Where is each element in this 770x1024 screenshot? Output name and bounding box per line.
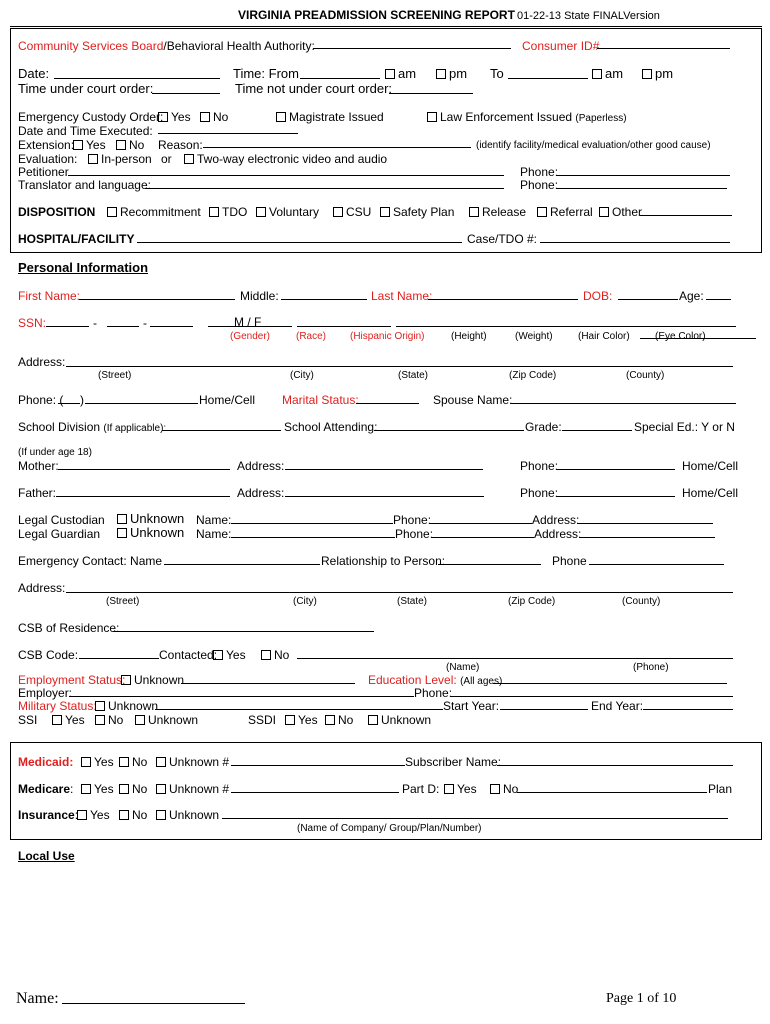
emergency-phone-label: Phone <box>552 554 587 568</box>
employer-field[interactable] <box>69 696 414 697</box>
hospital-field[interactable] <box>137 242 462 243</box>
disposition-csu[interactable]: CSU <box>333 205 371 219</box>
subscriber-name-label: Subscriber Name: <box>405 755 502 769</box>
custodian-name-field[interactable] <box>231 523 393 524</box>
extension-label: Extension: <box>18 138 75 152</box>
military-status-field[interactable] <box>155 709 443 710</box>
part-d-plan-field[interactable] <box>517 792 707 793</box>
checkbox-icon <box>52 715 62 725</box>
ssn-dash-2: - <box>143 316 147 330</box>
ssdi-no[interactable]: No <box>325 713 353 727</box>
time-not-under-court-label: Time not under court order: <box>235 81 393 96</box>
medicare-no[interactable]: No <box>119 782 147 796</box>
race-hispanic-field[interactable] <box>297 326 391 327</box>
checkbox-icon <box>156 810 166 820</box>
guardian-name-label: Name: <box>196 527 232 541</box>
guardian-address-label: Address: <box>534 527 582 541</box>
insurance-company-field[interactable] <box>222 818 728 819</box>
if-under-18-note: (If under age 18) <box>18 447 92 458</box>
guardian-address-field[interactable] <box>579 537 715 538</box>
first-name-field[interactable] <box>79 299 235 300</box>
father-home-cell: Home/Cell <box>682 486 739 500</box>
military-unknown[interactable]: Unknown <box>95 699 158 713</box>
part-d-label: Part D: <box>402 782 440 796</box>
legal-guardian-label: Legal Guardian <box>18 527 101 541</box>
guardian-name-field[interactable] <box>231 537 395 538</box>
checkbox-icon <box>256 207 266 217</box>
disposition-release[interactable]: Release <box>469 205 526 219</box>
reason-label: Reason: <box>158 138 203 152</box>
ssdi-yes[interactable]: Yes <box>285 713 318 727</box>
medicaid-number-field[interactable] <box>231 765 405 766</box>
father-field[interactable] <box>56 496 230 497</box>
grade-field[interactable] <box>562 430 632 431</box>
emergency-street-caption: (Street) <box>106 596 140 607</box>
phone-close-paren: ) <box>80 393 84 407</box>
medicaid-unknown[interactable]: Unknown # <box>156 755 229 769</box>
medicaid-no[interactable]: No <box>119 755 147 769</box>
last-name-label: Last Name: <box>371 289 433 303</box>
ssi-yes[interactable]: Yes <box>52 713 85 727</box>
checkbox-icon <box>88 154 98 164</box>
checkbox-icon <box>117 514 127 524</box>
guardian-phone-label: Phone: <box>395 527 434 541</box>
header-divider <box>10 26 762 27</box>
contacted-yes[interactable]: Yes <box>213 648 246 662</box>
insurance-yes[interactable]: Yes <box>77 808 110 822</box>
relationship-field[interactable] <box>438 564 541 565</box>
disposition-voluntary[interactable]: Voluntary <box>256 205 319 219</box>
weight-caption: (Weight) <box>515 331 553 342</box>
mother-label: Mother: <box>18 459 59 473</box>
guardian-phone-field[interactable] <box>432 537 534 538</box>
part-d-yes[interactable]: Yes <box>444 782 477 796</box>
disposition-other-field[interactable] <box>640 215 732 216</box>
street-caption: (Street) <box>98 370 132 381</box>
magistrate-issued[interactable]: Magistrate Issued <box>276 110 384 124</box>
father-phone-field[interactable] <box>557 496 675 497</box>
checkbox-icon <box>213 650 223 660</box>
checkbox-icon <box>333 207 343 217</box>
state-caption: (State) <box>398 370 429 381</box>
middle-name-field[interactable] <box>281 299 367 300</box>
checkbox-icon <box>285 715 295 725</box>
ssi-label: SSI <box>18 713 38 727</box>
county-caption: (County) <box>626 370 665 381</box>
disposition-referral[interactable]: Referral <box>537 205 593 219</box>
contacted-name-phone-field[interactable] <box>297 658 733 659</box>
dob-label: DOB: <box>583 289 613 303</box>
phone-home-cell: Home/Cell <box>199 393 256 407</box>
middle-name-label: Middle: <box>240 289 279 303</box>
medicaid-label: Medicaid: <box>18 755 74 769</box>
checkbox-icon <box>117 528 127 538</box>
ssi-unknown[interactable]: Unknown <box>135 713 198 727</box>
disposition-tdo[interactable]: TDO <box>209 205 247 219</box>
end-year-field[interactable] <box>643 709 733 710</box>
checkbox-icon <box>73 140 83 150</box>
local-use-heading: Local Use <box>18 849 75 863</box>
father-address-label: Address: <box>237 486 285 500</box>
petitioner-label: Petitioner <box>18 165 69 179</box>
checkbox-icon <box>469 207 479 217</box>
from-am[interactable]: am <box>385 67 416 81</box>
mother-address-field[interactable] <box>285 469 483 470</box>
csb-residence-field[interactable] <box>113 631 374 632</box>
checkbox-icon <box>537 207 547 217</box>
hispanic-caption: (Hispanic Origin) <box>350 331 425 342</box>
checkbox-icon <box>436 69 446 79</box>
checkbox-icon <box>490 784 500 794</box>
disposition-label: DISPOSITION <box>18 205 96 219</box>
translator-field[interactable] <box>145 188 504 189</box>
checkbox-icon <box>95 715 105 725</box>
contacted-name-caption: (Name) <box>446 662 480 673</box>
employer-phone-field[interactable] <box>451 696 733 697</box>
eco-yes[interactable]: Yes <box>158 110 191 124</box>
hair-caption: (Hair Color) <box>578 331 630 342</box>
time-under-court-label: Time under court order: <box>18 81 154 96</box>
employment-unknown[interactable]: Unknown <box>121 673 184 687</box>
medicare-unknown[interactable]: Unknown # <box>156 782 229 796</box>
age-field[interactable] <box>706 299 731 300</box>
spouse-name-field[interactable] <box>511 403 736 404</box>
evaluation-in-person[interactable]: In-person <box>88 152 152 166</box>
zip-caption: (Zip Code) <box>509 370 557 381</box>
school-division-label: School Division (If applicable): <box>18 420 167 434</box>
ssdi-unknown[interactable]: Unknown <box>368 713 431 727</box>
footer-name-field[interactable] <box>62 1003 245 1004</box>
checkbox-icon <box>119 757 129 767</box>
evaluation-label: Evaluation: <box>18 152 78 166</box>
father-phone-label: Phone: <box>520 486 559 500</box>
petitioner-phone-field[interactable] <box>557 175 730 176</box>
translator-phone-field[interactable] <box>557 188 727 189</box>
school-division-field[interactable] <box>162 430 281 431</box>
military-status-label: Military Status: <box>18 699 97 713</box>
custodian-phone-label: Phone: <box>393 513 432 527</box>
translator-phone-label: Phone: <box>520 178 559 192</box>
checkbox-icon <box>81 757 91 767</box>
custodian-unknown[interactable]: Unknown <box>117 512 184 526</box>
marital-status-field[interactable] <box>356 403 419 404</box>
checkbox-icon <box>642 69 652 79</box>
relationship-label: Relationship to Person: <box>321 554 446 568</box>
csb-authority-field[interactable] <box>313 48 511 49</box>
time-to-field[interactable] <box>508 78 588 79</box>
checkbox-icon <box>156 757 166 767</box>
race-caption: (Race) <box>296 331 327 342</box>
part-d-no[interactable]: No <box>490 782 518 796</box>
checkbox-icon <box>427 112 437 122</box>
to-pm[interactable]: pm <box>642 67 673 81</box>
mother-field[interactable] <box>58 469 230 470</box>
checkbox-icon <box>325 715 335 725</box>
phone-label: Phone: ( <box>18 393 64 407</box>
petitioner-field[interactable] <box>68 175 504 176</box>
gender-mf: M / F <box>234 315 262 329</box>
date-executed-label: Date and Time Executed: <box>18 124 153 138</box>
custodian-address-label: Address: <box>532 513 580 527</box>
time-from-label: Time: From <box>233 66 299 81</box>
eye-caption: (Eye Color) <box>655 331 706 342</box>
school-attending-label: School Attending: <box>284 420 378 434</box>
spouse-name-label: Spouse Name: <box>433 393 513 407</box>
checkbox-icon <box>385 69 395 79</box>
school-attending-field[interactable] <box>374 430 524 431</box>
version-label: 01-22-13 State FINALVersion <box>517 10 660 22</box>
ssn-dash-1: - <box>93 316 97 330</box>
age-label: Age: <box>679 289 704 303</box>
reason-field[interactable] <box>203 147 471 148</box>
ssn-part2[interactable] <box>107 326 139 327</box>
contacted-label: Contacted: <box>159 648 218 662</box>
start-year-field[interactable] <box>500 709 588 710</box>
checkbox-icon <box>368 715 378 725</box>
eco-no[interactable]: No <box>200 110 228 124</box>
checkbox-icon <box>200 112 210 122</box>
custodian-name-label: Name: <box>196 513 232 527</box>
law-enforcement-issued[interactable]: Law Enforcement Issued (Paperless) <box>427 110 627 126</box>
ssn-part1[interactable] <box>46 326 89 327</box>
contacted-phone-caption: (Phone) <box>633 662 669 673</box>
case-tdo-label: Case/TDO #: <box>467 232 538 246</box>
checkbox-icon <box>81 784 91 794</box>
checkbox-icon <box>592 69 602 79</box>
date-field[interactable] <box>54 78 220 79</box>
start-year-label: Start Year: <box>443 699 500 713</box>
custodian-address-field[interactable] <box>577 523 713 524</box>
eco-label: Emergency Custody Order: <box>18 110 164 124</box>
emergency-name-field[interactable] <box>164 564 320 565</box>
custodian-phone-field[interactable] <box>430 523 532 524</box>
date-label: Date: <box>18 66 50 81</box>
to-label: To <box>490 66 504 81</box>
medicaid-yes[interactable]: Yes <box>81 755 114 769</box>
father-label: Father: <box>18 486 57 500</box>
address-label: Address: <box>18 355 66 369</box>
checkbox-icon <box>121 675 131 685</box>
checkbox-icon <box>158 112 168 122</box>
or-label: or <box>161 152 172 166</box>
employer-phone-label: Phone: <box>414 686 453 700</box>
marital-status-label: Marital Status: <box>282 393 359 407</box>
employer-label: Employer: <box>18 686 73 700</box>
first-name-label: First Name: <box>18 289 81 303</box>
checkbox-icon <box>261 650 271 660</box>
emergency-zip-caption: (Zip Code) <box>508 596 556 607</box>
phone-area-code[interactable] <box>58 403 80 404</box>
subscriber-name-field[interactable] <box>497 765 733 766</box>
checkbox-icon <box>599 207 609 217</box>
csb-code-label: CSB Code: <box>18 648 79 662</box>
date-executed-field[interactable] <box>158 133 298 134</box>
medicare-number-field[interactable] <box>231 792 399 793</box>
personal-info-heading: Personal Information <box>18 260 149 275</box>
consumer-id-label: Consumer ID# <box>522 39 600 53</box>
emergency-address-field[interactable] <box>66 592 733 593</box>
mother-home-cell: Home/Cell <box>682 459 739 473</box>
mother-phone-label: Phone: <box>520 459 559 473</box>
checkbox-icon <box>209 207 219 217</box>
emergency-address-label: Address: <box>18 581 66 595</box>
time-not-under-court-field[interactable] <box>389 93 473 94</box>
emergency-county-caption: (County) <box>622 596 661 607</box>
contacted-no[interactable]: No <box>261 648 289 662</box>
case-tdo-field[interactable] <box>540 242 730 243</box>
emergency-phone-field[interactable] <box>589 564 724 565</box>
ssi-no[interactable]: No <box>95 713 123 727</box>
special-ed-label: Special Ed.: Y or N <box>634 420 735 434</box>
father-address-field[interactable] <box>285 496 484 497</box>
employment-status-field[interactable] <box>181 683 355 684</box>
evaluation-two-way[interactable]: Two-way electronic video and audio <box>184 152 387 166</box>
report-title: VIRGINIA PREADMISSION SCREENING REPORT <box>238 8 515 22</box>
emergency-state-caption: (State) <box>397 596 428 607</box>
dob-field[interactable] <box>618 299 678 300</box>
extension-no[interactable]: No <box>116 138 144 152</box>
checkbox-icon <box>444 784 454 794</box>
mother-phone-field[interactable] <box>557 469 675 470</box>
checkbox-icon <box>119 810 129 820</box>
insurance-label: Insurance: <box>18 808 79 822</box>
mother-address-label: Address: <box>237 459 285 473</box>
checkbox-icon <box>116 140 126 150</box>
from-pm[interactable]: pm <box>436 67 467 81</box>
page-number: Page 1 of 10 <box>606 991 677 1006</box>
disposition-safety-plan[interactable]: Safety Plan <box>380 205 454 219</box>
last-name-field[interactable] <box>428 299 578 300</box>
grade-label: Grade: <box>525 420 562 434</box>
to-am[interactable]: am <box>592 67 623 81</box>
hospital-label: HOSPITAL/FACILITY <box>18 232 135 246</box>
translator-label: Translator and language: <box>18 178 151 192</box>
checkbox-icon <box>380 207 390 217</box>
csb-code-field[interactable] <box>79 658 159 659</box>
education-level-field[interactable] <box>493 683 727 684</box>
csb-residence-label: CSB of Residence: <box>18 621 120 635</box>
medicare-label: Medicare: <box>18 782 74 796</box>
time-under-court-field[interactable] <box>152 93 220 94</box>
checkbox-icon <box>107 207 117 217</box>
reason-note: (identify facility/medical evaluation/other good cause) <box>476 140 711 151</box>
gender-caption: (Gender) <box>230 331 271 342</box>
height-caption: (Height) <box>451 331 487 342</box>
emergency-contact-label: Emergency Contact: Name <box>18 554 163 568</box>
city-caption: (City) <box>290 370 314 381</box>
checkbox-icon <box>135 715 145 725</box>
checkbox-icon <box>95 701 105 711</box>
csb-authority-label: Community Services Board/Behavioral Health Authority: <box>18 39 315 53</box>
insurance-no[interactable]: No <box>119 808 147 822</box>
footer-name-label: Name: <box>16 990 59 1007</box>
ssdi-label: SSDI <box>248 713 277 727</box>
insurance-unknown[interactable]: Unknown <box>156 808 219 822</box>
plan-label: Plan <box>708 782 733 796</box>
ssn-label: SSN: <box>18 316 47 330</box>
petitioner-phone-label: Phone: <box>520 165 559 179</box>
checkbox-icon <box>77 810 87 820</box>
guardian-unknown[interactable]: Unknown <box>117 526 184 540</box>
employment-status-label: Employment Status: <box>18 673 126 687</box>
insurance-company-caption: (Name of Company/ Group/Plan/Number) <box>297 823 482 834</box>
emergency-city-caption: (City) <box>293 596 317 607</box>
checkbox-icon <box>276 112 286 122</box>
consumer-id-field[interactable] <box>597 48 730 49</box>
legal-custodian-label: Legal Custodian <box>18 513 105 527</box>
medicare-yes[interactable]: Yes <box>81 782 114 796</box>
physical-attributes-field[interactable] <box>396 326 736 327</box>
extension-yes[interactable]: Yes <box>73 138 106 152</box>
education-level-label: Education Level: (All ages) <box>368 673 503 687</box>
checkbox-icon <box>119 784 129 794</box>
address-field[interactable] <box>66 366 733 367</box>
time-from-field[interactable] <box>300 78 380 79</box>
disposition-other[interactable]: Other <box>599 205 642 219</box>
checkbox-icon <box>156 784 166 794</box>
ssn-part3[interactable] <box>150 326 193 327</box>
phone-field[interactable] <box>85 403 198 404</box>
disposition-recommitment[interactable]: Recommitment <box>107 205 201 219</box>
checkbox-icon <box>184 154 194 164</box>
end-year-label: End Year: <box>591 699 644 713</box>
